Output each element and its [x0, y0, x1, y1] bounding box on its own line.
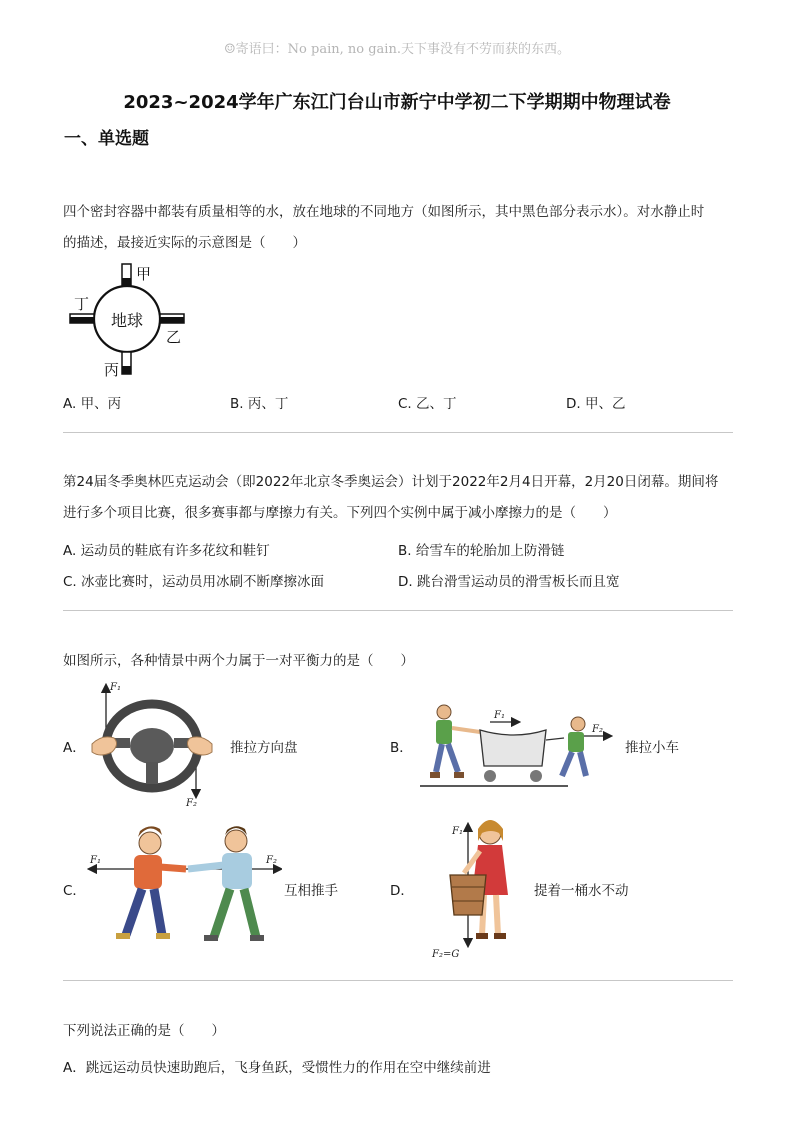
- q1-option-d[interactable]: D. 甲、乙: [566, 396, 626, 412]
- q3-option-d-caption: 提着一桶水不动: [534, 883, 629, 899]
- section-heading: 一、单选题: [64, 129, 149, 149]
- q1-option-c[interactable]: C. 乙、丁: [398, 396, 457, 412]
- q1-earth-figure: [66, 262, 196, 382]
- q3-option-d-letter[interactable]: D．: [390, 883, 414, 899]
- pushing-hands-figure: [86, 825, 282, 947]
- q1-stem: [63, 197, 743, 259]
- q2-stem-line2: 进行多个项目比赛，很多赛事都与摩擦力有关。下列四个实例中属于减小摩擦力的是（ ）: [63, 505, 617, 521]
- q4-stem: 下列说法正确的是（ ）: [63, 1023, 225, 1039]
- q2-stem-line1: 第24届冬季奥林匹克运动会（即2022年北京冬季奥运会）计划于2022年2月4日开幕，2月20日闭幕。期间将: [63, 474, 719, 490]
- q2-stem: [63, 467, 743, 529]
- q2-option-a[interactable]: A. 运动员的鞋底有许多花纹和鞋钉: [63, 543, 270, 559]
- q1-label-top: 甲: [136, 265, 152, 283]
- q1-stem-line2: 的描述，最接近实际的示意图是（ ）: [63, 235, 306, 251]
- q1-earth-label: 地球: [110, 311, 144, 330]
- divider: [63, 980, 733, 981]
- divider: [63, 610, 733, 611]
- q3-d-f2-label: F₂=G: [432, 949, 460, 960]
- q1-label-right: 乙: [166, 328, 182, 346]
- bucket-figure: [428, 817, 520, 963]
- q3-b-f2-label: F₂: [592, 724, 603, 735]
- q1-label-left: 丁: [74, 295, 90, 313]
- q1-stem-line1: 四个密封容器中都装有质量相等的水，放在地球的不同地方（如图所示，其中黑色部分表示水）。对水静止时: [63, 204, 705, 220]
- q3-option-b-letter[interactable]: B．: [390, 740, 413, 756]
- q3-b-f1-label: F₁: [494, 710, 505, 721]
- q3-option-a-letter[interactable]: A．: [63, 740, 86, 756]
- q2-option-c[interactable]: C. 冰壶比赛时，运动员用冰刷不断摩擦冰面: [63, 574, 325, 590]
- q3-a-f2-label: F₂: [186, 798, 197, 809]
- q3-c-f1-label: F₁: [90, 855, 101, 866]
- q1-option-b[interactable]: B. 丙、丁: [230, 396, 289, 412]
- q3-option-b-caption: 推拉小车: [625, 740, 679, 756]
- q3-c-f2-label: F₂: [266, 855, 277, 866]
- q3-d-f1-label: F₁: [452, 826, 463, 837]
- q2-option-d[interactable]: D. 跳台滑雪运动员的滑雪板长而且宽: [398, 574, 620, 590]
- q3-option-a-caption: 推拉方向盘: [230, 740, 298, 756]
- steering-wheel-figure: [88, 676, 223, 811]
- q3-stem: 如图所示，各种情景中两个力属于一对平衡力的是（ ）: [63, 653, 414, 669]
- q4-option-a[interactable]: A．跳远运动员快速助跑后，飞身鱼跃，受惯性力的作用在空中继续前进: [63, 1060, 491, 1076]
- q1-label-bottom: 丙: [104, 361, 120, 379]
- q3-option-c-caption: 互相推手: [284, 883, 338, 899]
- motto-line: ☺寄语曰：No pain, no gain.天下事没有不劳而获的东西。: [224, 42, 570, 57]
- q3-option-c-letter[interactable]: C．: [63, 883, 86, 899]
- q2-option-b[interactable]: B. 给雪车的轮胎加上防滑链: [398, 543, 565, 559]
- q3-a-f1-label: F₁: [110, 682, 121, 693]
- divider: [63, 432, 733, 433]
- q1-option-a[interactable]: A. 甲、丙: [63, 396, 122, 412]
- page-title: 2023~2024学年广东江门台山市新宁中学初二下学期期中物理试卷: [123, 92, 671, 113]
- cart-figure: [418, 700, 613, 792]
